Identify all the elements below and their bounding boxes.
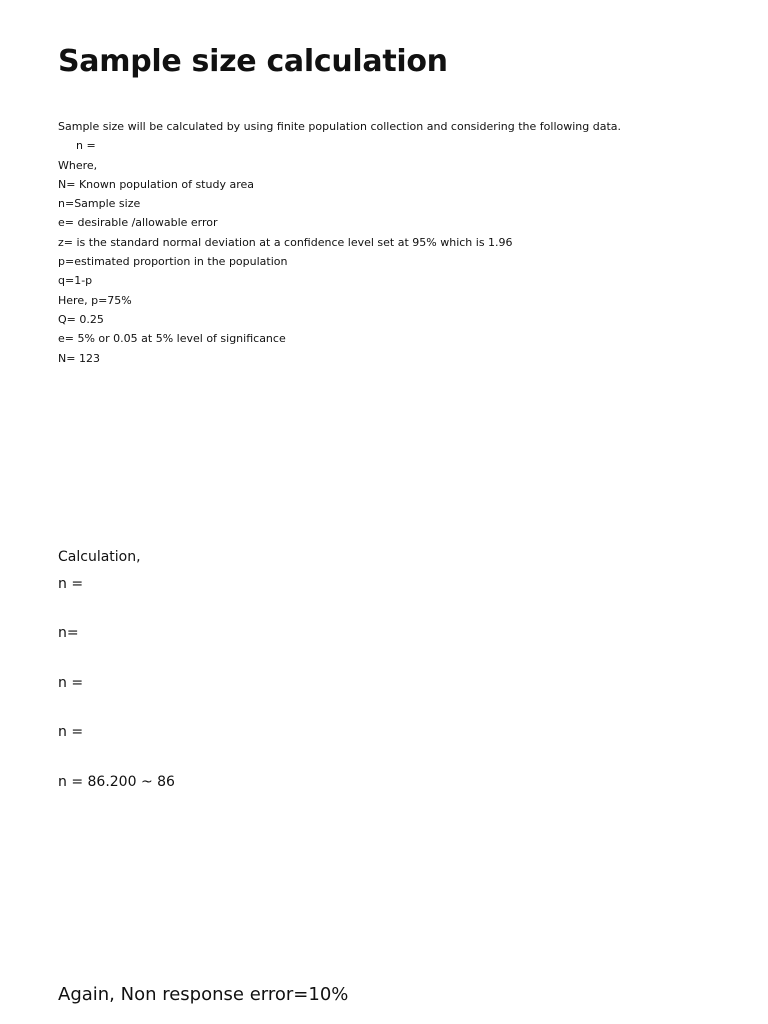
definition-line: q=1-p [58,274,93,288]
value-line: N= 123 [58,351,100,365]
calculation-step: n = [58,576,84,592]
calculation-result: n = 86.200 ~ 86 [58,773,175,790]
calculation-step: n= [58,625,79,642]
value-line: Q= 0.25 [58,312,104,326]
formula-label: n = [76,139,96,153]
calculation-block [58,574,175,821]
calculation-step: n = [58,724,84,741]
definition-line: N= Known population of study area [58,177,254,191]
definition-line: z= is the standard normal deviation at a confidence level set at 95% which is 1.96 [58,235,513,249]
intro-line: Sample size will be calculated by using finite population collection and considering the following data. [58,120,622,133]
definition-line: e= desirable /allowable error [58,216,218,230]
calculation-step: n = [58,674,84,691]
value-line: Here, p=75% [58,293,132,307]
page-title: Sample size calculation [58,44,448,79]
intro-block [58,117,621,368]
intro-line: Where, [58,158,98,172]
definition-line: n=Sample size [58,197,141,211]
non-response-error-line: Again, Non response error=10% [58,984,349,1005]
calculation-heading: Calculation, [58,549,141,565]
definition-line: p=estimated proportion in the population [58,255,288,269]
value-line: e= 5% or 0.05 at 5% level of significance [58,332,286,346]
